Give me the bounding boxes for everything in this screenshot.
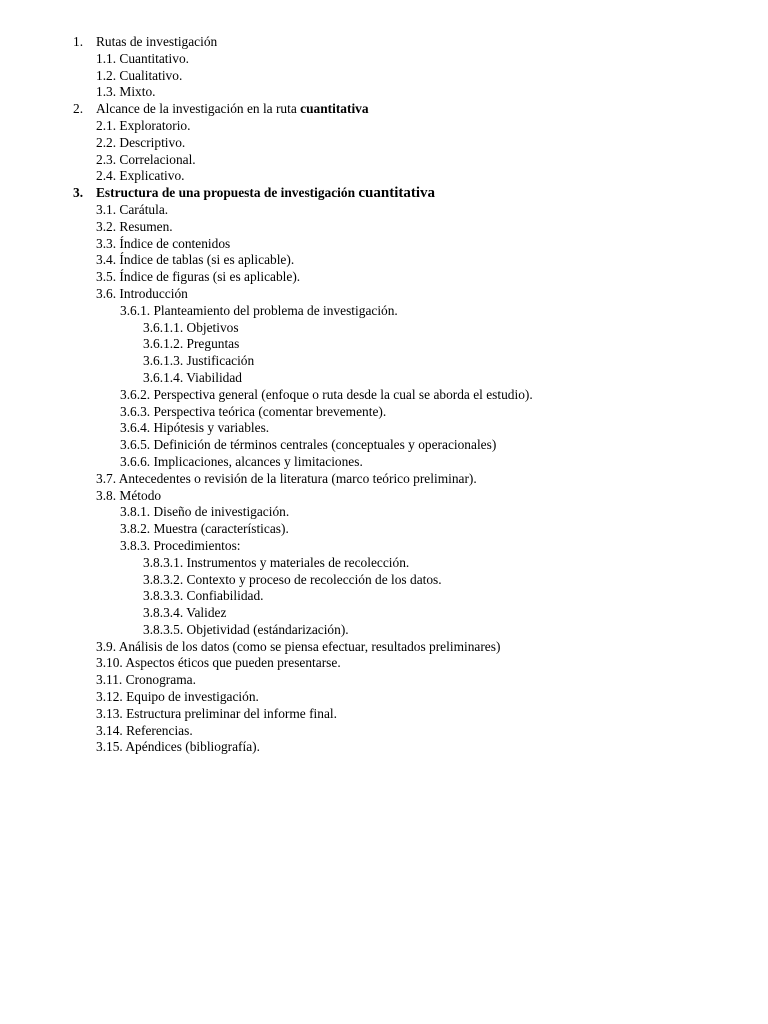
list-item-text: 3.6. Introducción bbox=[96, 285, 188, 301]
list-item bbox=[0, 219, 768, 236]
section-title: Rutas de investigación bbox=[96, 34, 218, 49]
list-item-text: 1.3. Mixto. bbox=[96, 84, 156, 100]
section-title-emphasis: cuantitativa bbox=[300, 101, 369, 117]
list-item-text: 1.1. Cuantitativo. bbox=[96, 50, 189, 66]
list-item bbox=[0, 572, 768, 589]
list-item-text: 3.6.1. Planteamiento del problema de investigación. bbox=[120, 302, 398, 318]
list-item-text: 3.11. Cronograma. bbox=[96, 672, 196, 688]
list-item bbox=[0, 739, 768, 756]
list-item bbox=[0, 689, 768, 706]
list-item bbox=[0, 454, 768, 471]
list-item bbox=[0, 538, 768, 555]
list-item-text: 3.8.3.1. Instrumentos y materiales de recolección. bbox=[143, 554, 410, 570]
list-item bbox=[0, 286, 768, 303]
list-item-text: 3.15. Apéndices (bibliografía). bbox=[96, 739, 260, 755]
list-item bbox=[0, 639, 768, 656]
list-item-text: 1.2. Cualitativo. bbox=[96, 67, 183, 83]
list-item bbox=[0, 706, 768, 723]
section-number: 3. bbox=[73, 185, 84, 201]
list-item-text: 3.5. Índice de figuras (si es aplicable). bbox=[96, 269, 301, 285]
list-item-text: 3.6.1.2. Preguntas bbox=[143, 336, 240, 352]
section-number: 1. bbox=[73, 34, 84, 49]
list-item bbox=[0, 353, 768, 370]
list-item bbox=[0, 320, 768, 337]
list-item bbox=[0, 655, 768, 672]
list-item bbox=[0, 420, 768, 437]
list-item bbox=[0, 555, 768, 572]
list-item bbox=[0, 404, 768, 421]
list-item bbox=[0, 51, 768, 68]
list-item-text: 2.3. Correlacional. bbox=[96, 151, 196, 167]
table-of-contents bbox=[0, 34, 768, 756]
list-item-text: 3.7. Antecedentes o revisión de la literatura (marco teórico preliminar). bbox=[96, 470, 477, 486]
list-item-text: 3.10. Aspectos éticos que pueden presentarse. bbox=[96, 655, 341, 671]
list-item-text: 3.6.1.4. Viabilidad bbox=[143, 369, 242, 385]
toc-section-1 bbox=[0, 34, 768, 51]
toc-section-2 bbox=[0, 101, 768, 118]
list-item-text: 2.1. Exploratorio. bbox=[96, 117, 191, 133]
list-item bbox=[0, 387, 768, 404]
list-item-text: 2.4. Explicativo. bbox=[96, 168, 185, 184]
list-item-text: 3.6.6. Implicaciones, alcances y limitaciones. bbox=[120, 453, 363, 469]
section-title bbox=[96, 101, 369, 118]
section-title-bold: Estructura de una propuesta de investigación bbox=[96, 185, 359, 201]
list-item bbox=[0, 236, 768, 253]
list-item bbox=[0, 202, 768, 219]
list-item-text: 3.8.3.5. Objetividad (estándarización). bbox=[143, 621, 349, 637]
list-item bbox=[0, 252, 768, 269]
list-item bbox=[0, 269, 768, 286]
list-item-text: 3.3. Índice de contenidos bbox=[96, 235, 231, 251]
toc-section-3 bbox=[0, 185, 768, 202]
list-item bbox=[0, 437, 768, 454]
list-item bbox=[0, 488, 768, 505]
list-item bbox=[0, 588, 768, 605]
list-item-text: 2.2. Descriptivo. bbox=[96, 134, 186, 150]
list-item bbox=[0, 168, 768, 185]
list-item-text: 3.12. Equipo de investigación. bbox=[96, 689, 259, 705]
list-item bbox=[0, 622, 768, 639]
list-item-text: 3.9. Análisis de los datos (como se piensa efectuar, resultados preliminares) bbox=[96, 638, 501, 654]
list-item-text: 3.6.2. Perspectiva general (enfoque o ruta desde la cual se aborda el estudio). bbox=[120, 386, 533, 402]
list-item bbox=[0, 84, 768, 101]
section-title bbox=[96, 185, 435, 202]
list-item bbox=[0, 135, 768, 152]
list-item-text: 3.6.4. Hipótesis y variables. bbox=[120, 420, 270, 436]
list-item bbox=[0, 370, 768, 387]
list-item bbox=[0, 672, 768, 689]
list-item bbox=[0, 504, 768, 521]
list-item-text: 3.8.3.3. Confiabilidad. bbox=[143, 588, 264, 604]
list-item-text: 3.8.3.4. Validez bbox=[143, 605, 227, 621]
list-item bbox=[0, 303, 768, 320]
list-item-text: 3.8.3. Procedimientos: bbox=[120, 537, 241, 553]
list-item-text: 3.8.1. Diseño de inivestigación. bbox=[120, 504, 290, 520]
list-item bbox=[0, 336, 768, 353]
list-item bbox=[0, 605, 768, 622]
list-item bbox=[0, 118, 768, 135]
list-item bbox=[0, 471, 768, 488]
list-item-text: 3.1. Carátula. bbox=[96, 201, 169, 217]
section-title-plain: Alcance de la investigación en la ruta bbox=[96, 101, 301, 117]
list-item-text: 3.6.5. Definición de términos centrales (conceptuales y operacionales) bbox=[120, 437, 497, 453]
list-item-text: 3.4. Índice de tablas (si es aplicable). bbox=[96, 252, 295, 268]
list-item-text: 3.8.3.2. Contexto y proceso de recolección de los datos. bbox=[143, 571, 442, 587]
list-item bbox=[0, 152, 768, 169]
section-title-emphasis: cuantitativa bbox=[358, 185, 436, 202]
list-item-text: 3.2. Resumen. bbox=[96, 218, 173, 234]
list-item bbox=[0, 723, 768, 740]
list-item-text: 3.6.1.1. Objetivos bbox=[143, 319, 239, 335]
list-item-text: 3.6.1.3. Justificación bbox=[143, 353, 255, 369]
list-item bbox=[0, 521, 768, 538]
list-item-text: 3.8.2. Muestra (características). bbox=[120, 521, 289, 537]
list-item-text: 3.13. Estructura preliminar del informe final. bbox=[96, 705, 337, 721]
list-item-text: 3.6.3. Perspectiva teórica (comentar brevemente). bbox=[120, 403, 387, 419]
list-item bbox=[0, 68, 768, 85]
section-number: 2. bbox=[73, 101, 84, 117]
list-item-text: 3.8. Método bbox=[96, 487, 162, 503]
list-item-text: 3.14. Referencias. bbox=[96, 722, 193, 738]
